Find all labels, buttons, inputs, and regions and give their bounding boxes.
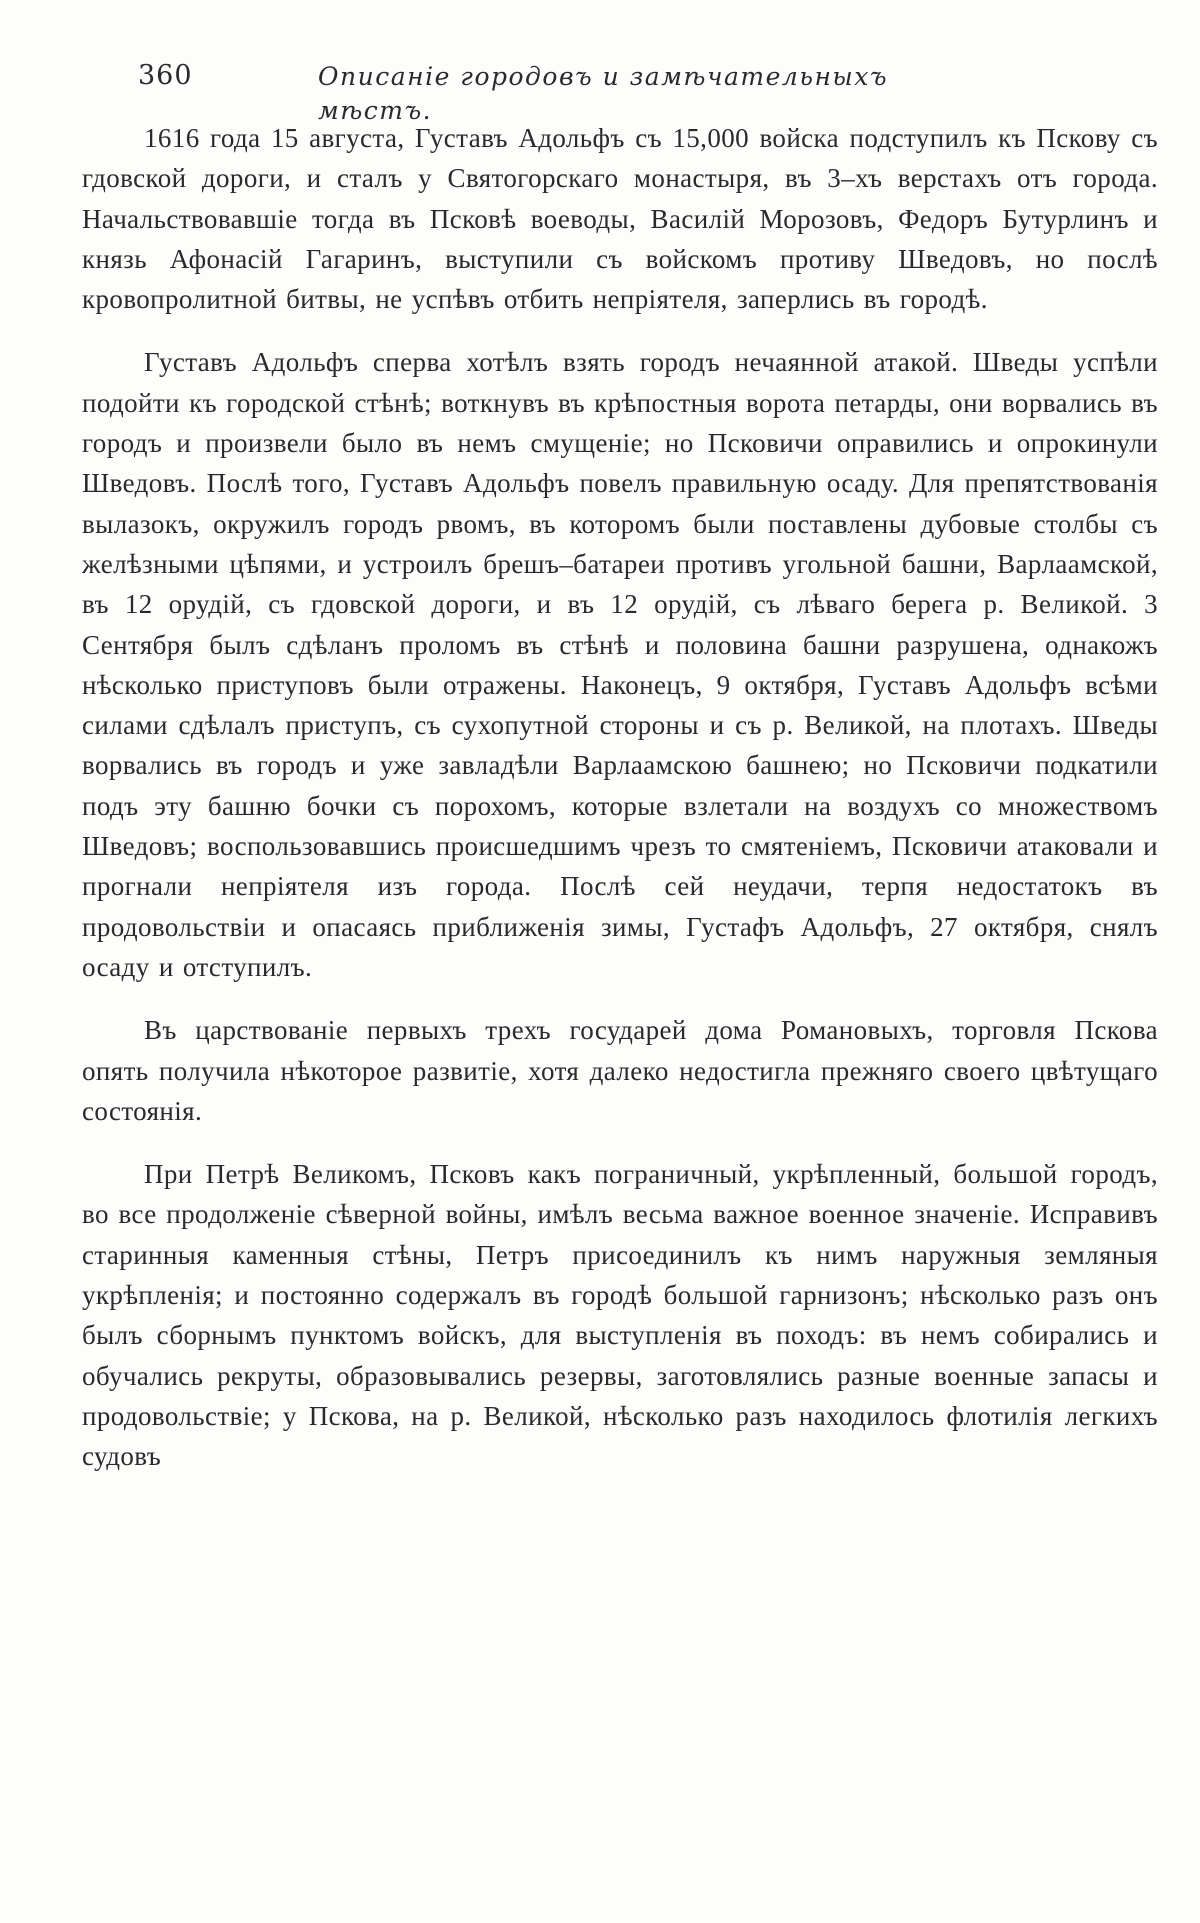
body-text — [82, 118, 1158, 1500]
paragraph-romanov-trade: Въ царствованіе первыхъ трехъ государей дома Романовыхъ, торговля Пскова опять получила нѣкоторое развитіе, хотя далеко недостигла прежняго своего цвѣтущаго состоянія. — [82, 1015, 1158, 1126]
running-head — [138, 58, 998, 125]
page-number: 360 — [138, 60, 193, 91]
running-title: Описаніе городовъ и замѣчательныхъ мѣстъ. — [318, 62, 889, 125]
paragraph-peter-the-great: При Петрѣ Великомъ, Псковъ какъ пограничный, укрѣпленный, большой городъ, во все продолженіе сѣверной войны, имѣлъ весьма важное военное значеніе. Исправивъ старинныя каменныя стѣны, Петръ присоединилъ къ нимъ наружныя земляныя укрѣпленія; и постоянно содержалъ въ городѣ большой гарнизонъ; нѣсколько разъ онъ былъ сборнымъ пунктомъ войскъ, для выступленія въ походъ: въ немъ собирались и обучались рекруты, образовывались резервы, заготовлялись разные военные запасы и продовольствіе; у Пскова, на р. Великой, нѣсколько разъ находилось флотилія легкихъ судовъ — [82, 1159, 1158, 1472]
paragraph-siege-start: 1616 года 15 августа, Густавъ Адольфъ съ 15,000 войска подступилъ къ Пскову съ гдовской дороги, и сталъ у Святогорскаго монастыря, въ 3–хъ верстахъ отъ города. Начальствовавшіе тогда въ Псковѣ воеводы, Василій Морозовъ, Федоръ Бутурлинъ и князь Афонасій Гагаринъ, выступили съ войскомъ противу Шведовъ, но послѣ кровопролитной битвы, не успѣвъ отбить непріятеля, заперлись въ городѣ. — [82, 123, 1158, 315]
paragraph-siege-events: Густавъ Адольфъ сперва хотѣлъ взять городъ нечаянной атакой. Шведы успѣли подойти къ городской стѣнѣ; воткнувъ въ крѣпостныя ворота петарды, они ворвались въ городъ и произвели было въ немъ смущеніе; но Псковичи оправились и опрокинули Шведовъ. Послѣ того, Густавъ Адольфъ повелъ правильную осаду. Для препятствованія вылазокъ, окружилъ городъ рвомъ, въ которомъ были поставлены дубовые столбы съ желѣзными цѣпями, и устроилъ брешъ–батареи противъ угольной башни, Варлаамской, въ 12 орудій, съ гдовской дороги, и въ 12 орудій, съ лѣваго берега р. Великой. 3 Сентября былъ сдѣланъ проломъ въ стѣнѣ и половина башни разрушена, однакожъ нѣсколько приступовъ были отражены. Наконецъ, 9 октября, Густавъ Адольфъ всѣми силами сдѣлалъ приступъ, съ сухопутной стороны и съ р. Великой, на плотахъ. Шведы ворвались въ городъ и уже завладѣли Варлаамскою башнею; но Псковичи подкатили подъ эту башню бочки съ порохомъ, которые взлетали на воздухъ со множествомъ Шведовъ; воспользовавшись происшедшимъ чрезъ то смятеніемъ, Псковичи атаковали и прогнали непріятеля изъ города. Послѣ сей неудачи, терпя недостатокъ въ продовольствіи и опасаясь приближенія зимы, Густафъ Адольфъ, 27 октября, снялъ осаду и отступилъ. — [82, 347, 1158, 982]
